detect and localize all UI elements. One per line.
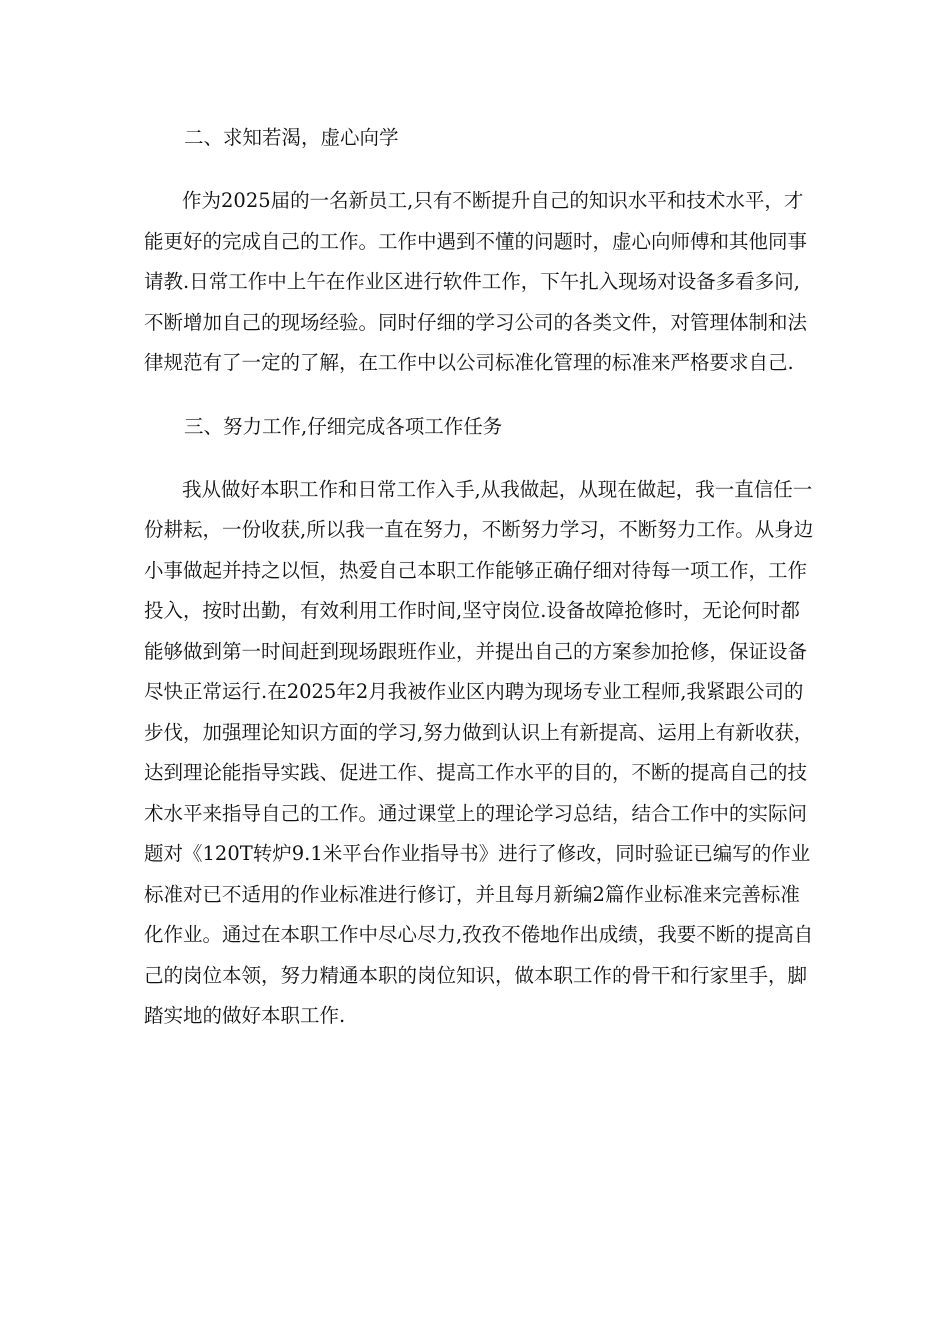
section-heading-2: 二、求知若渴，虚心向学 xyxy=(184,126,399,149)
paragraph-line: 踏实地的做好本职工作. xyxy=(144,1004,346,1027)
paragraph-line: 达到理论能指导实践、促进工作、提高工作水平的目的，不断的提高自己的技 xyxy=(144,761,808,784)
paragraph-line: 小事做起并持之以恒，热爱自己本职工作能够正确仔细对待每一项工作，工作 xyxy=(144,558,808,582)
paragraph-line: 请教.日常工作中上午在作业区进行软件工作，下午扎入现场对设备多看多问, xyxy=(144,270,800,293)
paragraph-line: 能够做到第一时间赶到现场跟班作业，并提出自己的方案参加抢修，保证设备 xyxy=(144,639,808,663)
paragraph-section-3 xyxy=(144,470,814,1037)
paragraph-line: 能更好的完成自己的工作。工作中遇到不懂的问题时，虚心向师傅和其他同事 xyxy=(144,229,808,253)
spacer xyxy=(144,158,808,181)
spacer xyxy=(144,384,808,407)
paragraph-line: 标准对已不适用的作业标准进行修订，并且每月新编2篇作业标准来完善标准 xyxy=(144,882,800,906)
paragraph-line: 份耕耘，一份收获,所以我一直在努力，不断努力学习，不断努力工作。从身边 xyxy=(144,518,814,541)
paragraph-line: 题对《120T转炉9.1米平台作业指导书》进行了修改，同时验证已编写的作业 xyxy=(144,842,811,865)
paragraph-line: 尽快正常运行.在2025年2月我被作业区内聘为现场专业工程师,我紧跟公司的 xyxy=(144,680,804,703)
section-heading-3: 三、努力工作,仔细完成各项工作任务 xyxy=(184,414,503,438)
paragraph-line: 投入，按时出勤，有效利用工作时间,坚守岗位.设备故障抢修时，无论何时都 xyxy=(144,599,800,622)
paragraph-line: 不断增加自己的现场经验。同时仔细的学习公司的各类文件，对管理体制和法 xyxy=(144,310,808,334)
paragraph-line: 步伐，加强理论知识方面的学习,努力做到认识上有新提高、运用上有新收获， xyxy=(144,720,814,744)
paragraph-line: 化作业。通过在本职工作中尽心尽力,孜孜不倦地作出成绩，我要不断的提高自 xyxy=(144,923,814,946)
document-page xyxy=(144,118,814,1037)
paragraph-line: 己的岗位本领，努力精通本职的岗位知识，做本职工作的骨干和行家里手，脚 xyxy=(144,963,808,987)
paragraph-line: 作为2025届的一名新员工,只有不断提升自己的知识水平和技术水平，才 xyxy=(182,189,804,212)
paragraph-line: 律规范有了一定的了解，在工作中以公司标准化管理的标准来严格要求自己. xyxy=(144,351,794,374)
paragraph-line: 术水平来指导自己的工作。通过课堂上的理论学习总结，结合工作中的实际问 xyxy=(144,801,808,825)
spacer xyxy=(144,447,808,470)
paragraph-line: 我从做好本职工作和日常工作入手,从我做起，从现在做起，我一直信任一 xyxy=(182,477,813,501)
paragraph-section-2 xyxy=(144,181,808,384)
